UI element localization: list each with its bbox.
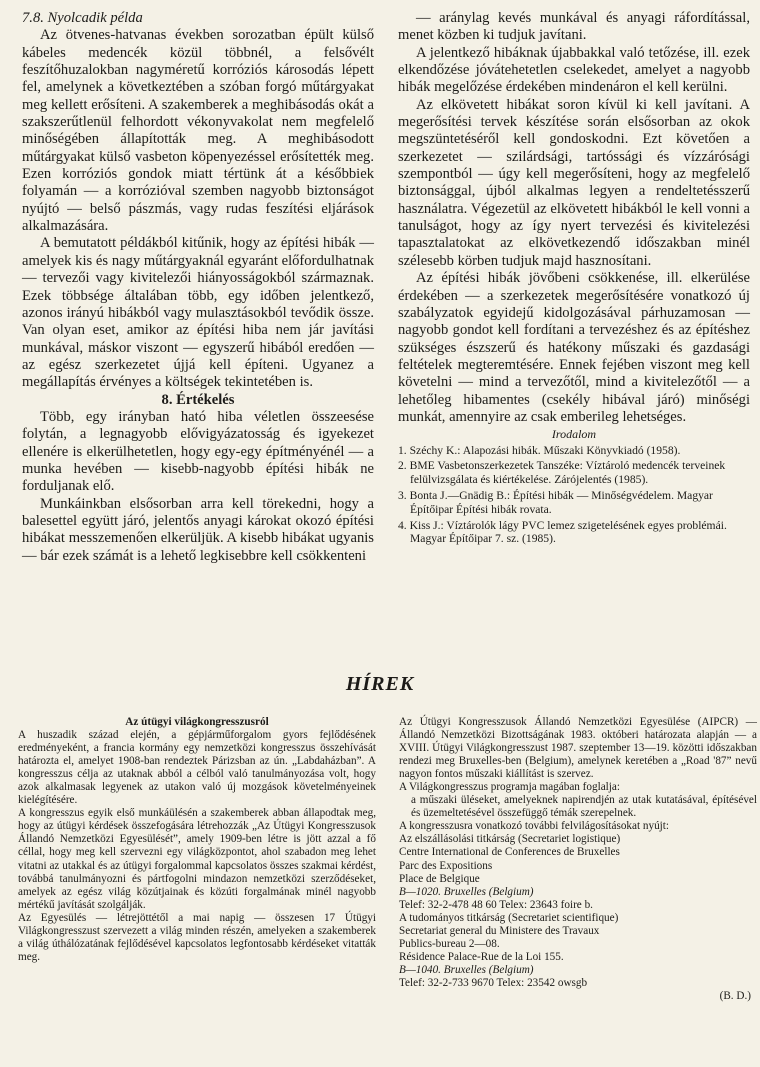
address-line: Centre International de Conferences de Bruxelles [399, 846, 620, 859]
paragraph: — aránylag kevés munkával és anyagi ráfordítással, menet közben ki tudjuk javítani. [398, 10, 750, 44]
example-heading: 7.8. Nyolcadik példa [22, 10, 143, 26]
reference-item: 2. BME Vasbetonszerkezetek Tanszéke: Víztároló medencék terveinek felülvizsgálata és kiértékelése. Zárójelentés (1985). [398, 459, 726, 487]
paragraph: Az elkövetett hibákat soron kívül ki kell javítani. A megerősítési tervek készítése során elsősorban az okok megszüntetéséről kell gondoskodni. Ezt követően a szerkezetet — szilárdsági, tartóssági és vízzárósági szempontból — úgy kell megerősíteni, hogy az megfelelő biztonsággal, újból alkalmas legyen a rendeltetésszerű használatra. Végezetül az elkövetett hibákból le kell vonni a tanulságot, hogy az így nyert tervezési és kivitelezési tapasztalatokat az elkövetkezendő időszakban minél szélesebb körben tudjuk majd hasznosítani. [398, 96, 750, 269]
program-item: a műszaki üléseket, amelyeknek napirendjén az utak kutatásával, építésével és üzemeltetésével összefüggő témák szerepelnek. [411, 794, 757, 820]
reference-item: 1. Széchy K.: Alapozási hibák. Műszaki Könyvkiadó (1958). [398, 443, 681, 457]
address-line: B—1040. Bruxelles (Belgium) [399, 963, 534, 976]
news-paragraph: Az Egyesülés — létrejöttétől a mai napig — összesen 17 Útügyi Világkongresszust szervezett a világ minden részén, amelyeken a szakemberek a világ úthálózatának fejlődésével kapcsolatos legfontosabb kérdéseket vitatták meg. [18, 911, 376, 963]
news-paragraph: A kongresszus egyik első munkáülésén a szakemberek abban állapodtak meg, hogy az útügyi kérdések összefogására létrehozzák „Az Útügyi Kongresszusok Állandó Nemzetközi Egyesülését”, amely 1909-ben létre is jött azzal a fő céllal, hogy meg kell szervezni egy világközpontot, ahol szabadon meg lehet vitatni az utakkal és az útügyi forgalommal kapcsolatos összes szakmai kérdést, továbbá tanulmányozni és pártfogolni mindazon nemzetközi szerződéseket, amelyek az egész világ közútjainak és közúti forgalmának minél nagyobb mértékű javítását szolgálják. [18, 807, 376, 911]
article-column-left [22, 10, 374, 565]
signature: (B. D.) [719, 989, 751, 1002]
paragraph: Munkáinkban elsősorban arra kell törekedni, hogy a balesettel együtt járó, jelentős anyagi károkat okozó építési hibákat messzemenően elkerüljük. A kisebb hibákat ugyanis — bár ezek számát is a lehető legkisebbre kell csökkenteni [22, 495, 374, 564]
reference-item: 3. Bonta J.—Gnädig B.: Építési hibák — Minőségvédelem. Magyar Építőipar Építési hibák rovata. [398, 488, 713, 516]
address-line: Publics-bureau 2—08. [399, 937, 500, 950]
news-section-header: HÍREK [345, 673, 415, 695]
references-list [398, 444, 750, 547]
address-line: B—1020. Bruxelles (Belgium) [399, 885, 534, 898]
news-column-left [18, 716, 376, 964]
news-paragraph: Az Útügyi Kongresszusok Állandó Nemzetközi Egyesülése (AIPCR) — Állandó Nemzetközi Bizottságának 1983. októberi határozata alapján — a XVIII. Útügyi Világkongresszust 1987. szeptember 13—19. közötti időszakban rendezi meg Bruxelles-ben (Belgium), amelynek keretében a „Road '87” nevű nagyon fontos műszaki kiállítást is szervez. [399, 716, 757, 781]
news-title: Az útügyi világkongresszusról [125, 716, 269, 728]
references-title: Irodalom [551, 427, 597, 442]
section-heading: 8. Értékelés [161, 391, 235, 408]
address-line: A tudományos titkárság (Secretariet scientifique) [399, 911, 619, 924]
address-line: Secretariat general du Ministere des Travaux [399, 924, 600, 937]
paragraph: A jelentkező hibáknak újabbakkal való tetőzése, ill. ezek elkendőzése jóvátehetetlen cselekedet, amelyet a nagyobb hibák megelőzése érdekében mindenáron el kell kerülni. [398, 44, 750, 96]
address-line: Place de Belgique [399, 872, 480, 885]
news-column-right [399, 716, 757, 1003]
paragraph: A bemutatott példákból kitűnik, hogy az építési hibák — amelyek kis és nagy műtárgyaknál egyaránt előfordulhatnak — tervezői vagy kivitelezői hiányosságokból származnak. Ezek többsége általában több, egy időben jelentkező, azonos irányú hibákból vagy mulasztásokból tevődik össze. Van olyan eset, amikor az építési hiba nem jár javítási munkával, máskor viszont — egyszerű hibából eredően — az egész szerkezetet újjá kell építeni. Ugyanez a megállapítás érvényes a költségek tekintetében is. [22, 235, 374, 391]
paragraph: Több, egy irányban ható hiba véletlen összeesése folytán, a legnagyobb elővigyázatosság és igyekezet ellenére is elkerülhetetlen, hogy egy-egy építményénél — a munka hevében — kisebb-nagyobb építési hibák ne forduljanak elő. [22, 408, 374, 495]
reference-item: 4. Kiss J.: Víztárolók lágy PVC lemez szigetelésének egyes problémái. Magyar Építőipar 7. sz. (1985). [398, 518, 727, 546]
address-line: Telef: 32-2-478 48 60 Telex: 23643 foire b. [399, 898, 593, 911]
address-line: Parc des Expositions [399, 859, 493, 872]
news-paragraph: A kongresszusra vonatkozó további felvilágosításokat nyújt: [399, 820, 670, 833]
paragraph: Az ötvenes-hatvanas években sorozatban épült külső kábeles medencék közül többnél, a felsővélt feszítőhuzalokban nagyméretű korróziós károsodás lépett fel, amelynek a következtében a szóban forgó műtárgyakat meg kellett erősíteni. A szakemberek a meghibásodás okát a szakszerűtlenül felhordott vékonyvakolat nem megfelelő minőségében állapították meg. A meghibásodott műtárgyakat külső vasbeton köpenyezéssel erősítették meg. Ezen korróziós gondok miatt tértünk át a későbbiek folyamán — a korrózióval szemben nagyobb biztonságot nyújtó — belső pászmás, vagy rudas feszítési eljárások alkalmazására. [22, 27, 374, 235]
address-line: Résidence Palace-Rue de la Loi 155. [399, 950, 564, 963]
address-line: Az elszállásolási titkárság (Secretariet logistique) [399, 833, 621, 846]
article-column-right [398, 10, 750, 548]
paragraph: Az építési hibák jövőbeni csökkenése, ill. elkerülése érdekében — a szerkezetek megerősítésére vonatkozó új szabályzatok egyidejű kidolgozásával párhuzamosan — nagyobb gondot kell fordítani a tervezéshez és az építéshez szükséges észszerű és hatékony műszaki és gazdasági feltételek megteremtésére. Ennek fejében viszont meg kell követelni — mind a tervezőtől, mind a kivitelezőtől — a lehetőleg hibamentes (csekély hibával járó) minőségi munkát, amennyire az csak emberileg lehetséges. [398, 270, 750, 425]
address-line: Telef: 32-2-733 9670 Telex: 23542 owsgb [399, 976, 588, 989]
news-paragraph: A huszadik század elején, a gépjárműforgalom gyors fejlődésének eredményeként, a francia kormány egy nemzetközi kongresszus összehívását határozta el, amelyet 1908-ban rendeztek Párizsban az ún. „Labdaházban”. A kongresszus célja az utaknak abból a célból való tanulmányozása volt, hogy azok alkalmasak legyenek az utakon való új mozgások követelményeinek kielégítésére. [18, 729, 376, 807]
news-paragraph: A Világkongresszus programja magában foglalja: [399, 781, 620, 794]
